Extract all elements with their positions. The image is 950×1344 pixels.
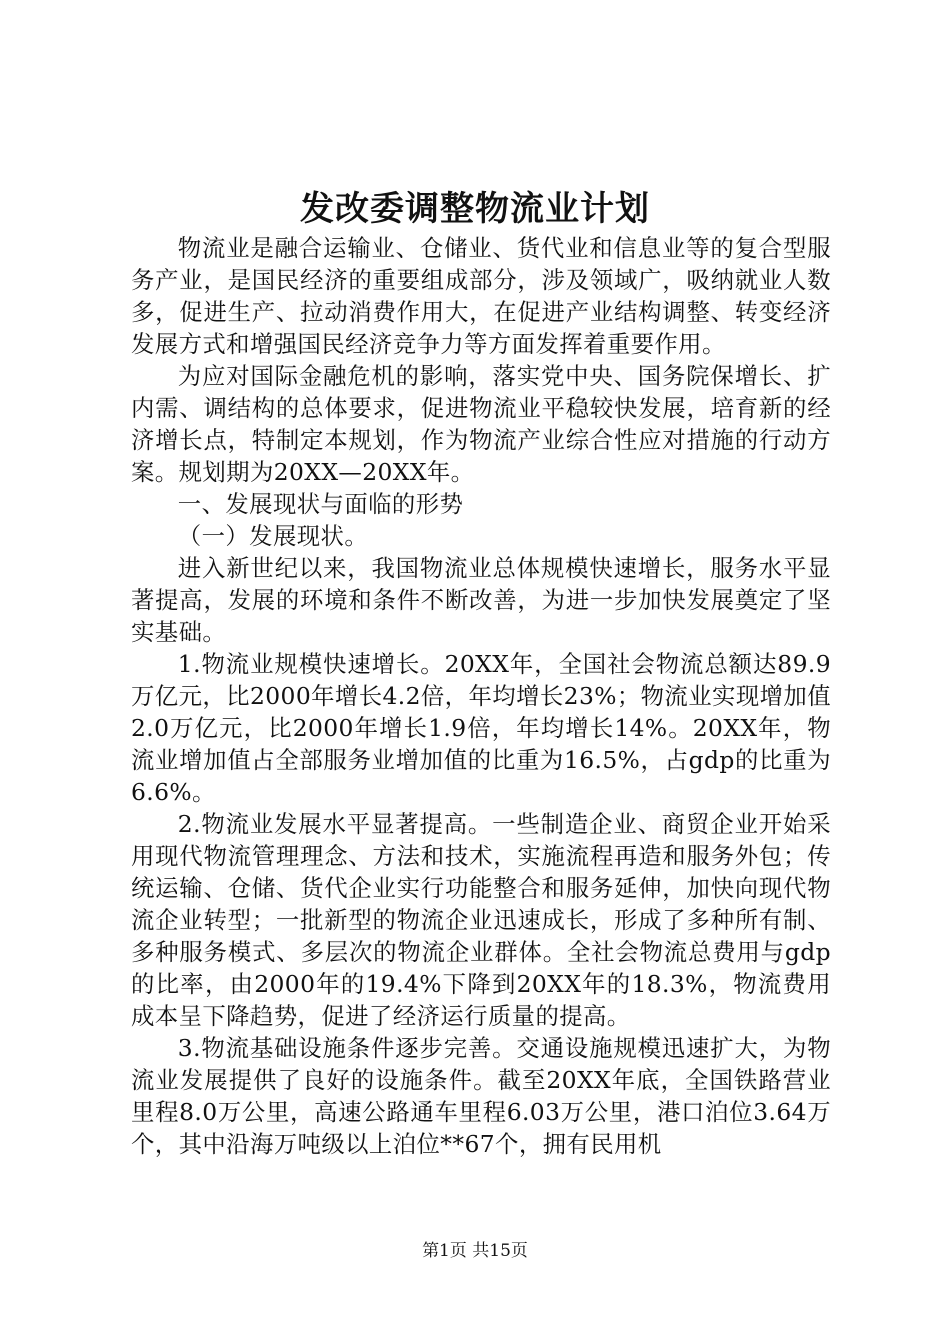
paragraph: 为应对国际金融危机的影响，落实党中央、国务院保增长、扩内需、调结构的总体要求，促进物流业平稳较快发展，培育新的经济增长点，特制定本规划，作为物流产业综合性应对措施的行动方案。规划期为20XX—20XX年。 (131, 362, 831, 486)
section-heading: 一、发展现状与面临的形势 (177, 490, 464, 518)
document-title: 发改委调整物流业计划 (300, 189, 650, 229)
page-footer: 第1页 共15页 (422, 1241, 528, 1261)
paragraph: 进入新世纪以来，我国物流业总体规模快速增长，服务水平显著提高，发展的环境和条件不断改善，为进一步加快发展奠定了坚实基础。 (131, 554, 831, 646)
paragraph: 1.物流业规模快速增长。20XX年，全国社会物流总额达89.9万亿元，比2000年增长4.2倍，年均增长23%；物流业实现增加值2.0万亿元，比2000年增长1.9倍，年均增长14%。20XX年，物流业增加值占全部服务业增加值的比重为16.5%，占gdp的比重为6.6%。 (131, 650, 831, 806)
paragraph: 3.物流基础设施条件逐步完善。交通设施规模迅速扩大，为物流业发展提供了良好的设施条件。截至20XX年底，全国铁路营业里程8.0万公里，高速公路通车里程6.03万公里，港口泊位3.64万个，其中沿海万吨级以上泊位**67个，拥有民用机 (131, 1034, 831, 1158)
document-body (131, 232, 831, 1160)
paragraph: 2.物流业发展水平显著提高。一些制造企业、商贸企业开始采用现代物流管理理念、方法和技术，实施流程再造和服务外包；传统运输、仓储、货代企业实行功能整合和服务延伸，加快向现代物流企业转型；一批新型的物流企业迅速成长，形成了多种所有制、多种服务模式、多层次的物流企业群体。全社会物流总费用与gdp的比率，由2000年的19.4%下降到20XX年的18.3%，物流费用成本呈下降趋势，促进了经济运行质量的提高。 (131, 810, 831, 1030)
subsection-heading: （一）发展现状。 (177, 522, 369, 550)
paragraph: 物流业是融合运输业、仓储业、货代业和信息业等的复合型服务产业，是国民经济的重要组成部分，涉及领域广，吸纳就业人数多，促进生产、拉动消费作用大，在促进产业结构调整、转变经济发展方式和增强国民经济竞争力等方面发挥着重要作用。 (131, 234, 831, 358)
